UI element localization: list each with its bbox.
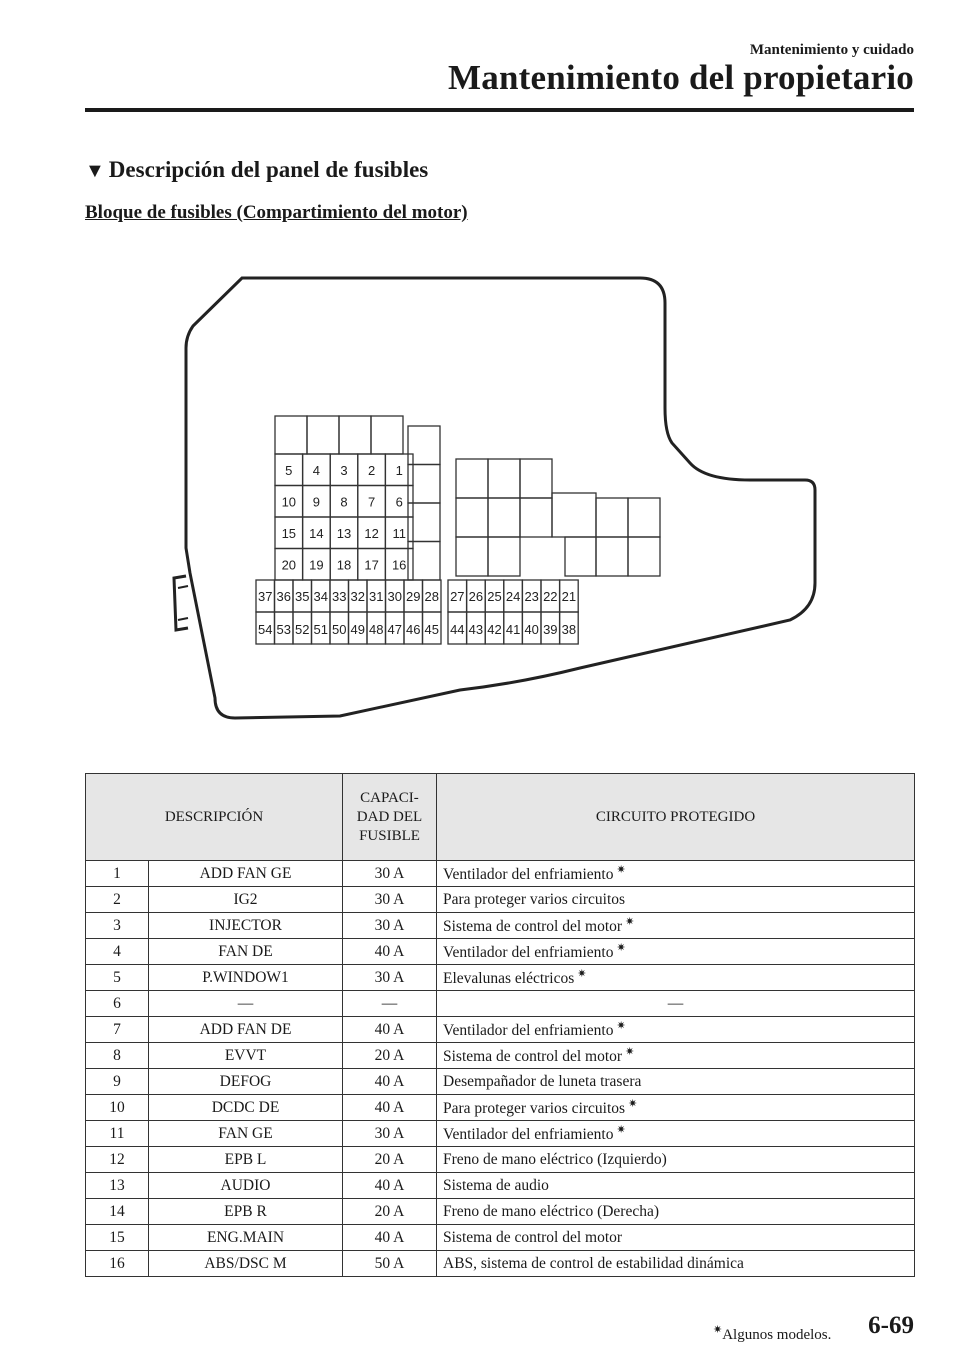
fuse-capacity: — — [343, 991, 437, 1017]
fuse-number-label: 54 — [258, 622, 273, 637]
fuse-number: 10 — [86, 1095, 149, 1121]
footnote — [710, 1323, 831, 1344]
fuse-number-label: 13 — [336, 525, 352, 541]
fuse-number-label: 40 — [524, 622, 539, 637]
table-row — [86, 991, 915, 1017]
table-row — [86, 1173, 915, 1199]
relay-slot — [456, 498, 488, 537]
fuse-description: — — [149, 991, 343, 1017]
fuse-number-label: 11 — [392, 525, 406, 541]
fuse-number-label: 25 — [487, 589, 502, 604]
asterisk-icon: ✷ — [713, 1324, 723, 1336]
fuse-number: 15 — [86, 1225, 149, 1251]
asterisk-icon: ✷ — [616, 1019, 626, 1032]
relay-slot — [520, 459, 552, 498]
relay-slot — [565, 537, 596, 576]
fuse-number-label: 48 — [369, 622, 384, 637]
fuse-number: 3 — [86, 913, 149, 939]
fuse-number-label: 19 — [309, 557, 324, 573]
fuse-capacity: 30 A — [343, 913, 437, 939]
asterisk-icon: ✷ — [625, 915, 635, 928]
fuse-number-label: 29 — [406, 589, 421, 604]
fuse-number-label: 32 — [350, 589, 365, 604]
connector-notch — [178, 586, 188, 620]
table-row — [86, 1251, 915, 1277]
fuse-number-label: 14 — [309, 525, 324, 541]
fuse-circuit: Para proteger varios circuitos — [437, 887, 915, 913]
fuse-number: 5 — [86, 965, 149, 991]
fuse-number-label: 33 — [332, 589, 347, 604]
fuse-number: 1 — [86, 861, 149, 887]
fuse-table-body — [86, 861, 915, 1277]
fuse-number-label: 27 — [450, 589, 465, 604]
fuse-number: 6 — [86, 991, 149, 1017]
fuse-number-label: 1 — [395, 462, 403, 478]
fuse-number-label: 36 — [276, 589, 291, 604]
relay-slot — [488, 498, 520, 537]
fuse-number-label: 35 — [295, 589, 310, 604]
fuse-description: DCDC DE — [149, 1095, 343, 1121]
fuse-circuit: Ventilador del enfriamiento ✷ — [437, 1121, 915, 1147]
fuse-number: 7 — [86, 1017, 149, 1043]
section-subtitle: Bloque de fusibles (Compartimiento del motor) — [85, 202, 468, 223]
fuse-circuit: Sistema de audio — [437, 1173, 915, 1199]
fuse-description: DEFOG — [149, 1069, 343, 1095]
fuse-number-label: 37 — [258, 589, 273, 604]
page-number: 6-69 — [868, 1312, 914, 1339]
fuse-description: EPB L — [149, 1147, 343, 1173]
fuse-number-label: 41 — [505, 622, 521, 637]
relay-slot — [339, 416, 371, 454]
fuse-capacity: 40 A — [343, 1017, 437, 1043]
table-row — [86, 965, 915, 991]
fuse-circuit: Sistema de control del motor ✷ — [437, 913, 915, 939]
table-row — [86, 1095, 915, 1121]
fuse-number-label: 3 — [340, 462, 348, 478]
fuse-number-label: 6 — [395, 494, 403, 510]
fuse-circuit: Ventilador del enfriamiento ✷ — [437, 1017, 915, 1043]
relay-slot — [596, 498, 628, 537]
fuse-table — [85, 773, 915, 1277]
fuse-number-label: 24 — [505, 589, 521, 604]
fuse-circuit: ABS, sistema de control de estabilidad dinámica — [437, 1251, 915, 1277]
header-chapter: Mantenimiento del propietario — [448, 58, 914, 97]
header-rule — [85, 108, 914, 112]
relay-slot — [552, 493, 596, 537]
fuse-circuit: Ventilador del enfriamiento ✷ — [437, 861, 915, 887]
fuse-number: 8 — [86, 1043, 149, 1069]
relay-slot — [628, 537, 660, 576]
fuse-capacity: 40 A — [343, 1173, 437, 1199]
fuse-circuit: — — [437, 991, 915, 1017]
fuse-circuit: Sistema de control del motor ✷ — [437, 1043, 915, 1069]
header-capacity: CAPACI- DAD DEL FUSIBLE — [343, 774, 437, 861]
fuse-number-label: 12 — [364, 525, 379, 541]
fuse-description: ABS/DSC M — [149, 1251, 343, 1277]
fuse-number-label: 51 — [313, 622, 328, 637]
fuse-capacity: 30 A — [343, 861, 437, 887]
fuse-capacity: 30 A — [343, 965, 437, 991]
fuse-description: P.WINDOW1 — [149, 965, 343, 991]
relay-slot — [275, 416, 307, 454]
table-row — [86, 913, 915, 939]
fuse-number: 9 — [86, 1069, 149, 1095]
fuse-capacity: 40 A — [343, 1225, 437, 1251]
header-description: DESCRIPCIÓN — [86, 774, 343, 861]
fuse-description: IG2 — [149, 887, 343, 913]
table-row — [86, 1199, 915, 1225]
asterisk-icon: ✷ — [616, 1123, 626, 1136]
fuse-description: ADD FAN GE — [149, 861, 343, 887]
fuse-number-label: 18 — [336, 557, 352, 573]
asterisk-icon: ✷ — [625, 1045, 635, 1058]
asterisk-icon: ✷ — [616, 863, 626, 876]
fuse-capacity: 20 A — [343, 1199, 437, 1225]
fuse-description: AUDIO — [149, 1173, 343, 1199]
header-circuit: CIRCUITO PROTEGIDO — [437, 774, 915, 861]
relay-slot — [307, 416, 339, 454]
relay-slot — [596, 537, 628, 576]
fuse-description: FAN DE — [149, 939, 343, 965]
section-title-text: Descripción del panel de fusibles — [108, 157, 429, 182]
fuse-number: 4 — [86, 939, 149, 965]
table-row — [86, 1017, 915, 1043]
fuse-number-label: 17 — [364, 557, 379, 573]
table-header-row — [86, 774, 915, 861]
fuse-number: 16 — [86, 1251, 149, 1277]
header-section: Mantenimiento y cuidado — [749, 42, 914, 58]
fuse-number-label: 28 — [424, 589, 439, 604]
fuse-capacity: 40 A — [343, 1095, 437, 1121]
asterisk-icon: ✷ — [628, 1097, 638, 1110]
fuse-number-label: 53 — [276, 622, 291, 637]
fuse-number: 11 — [86, 1121, 149, 1147]
relay-slot — [488, 537, 520, 576]
fuse-description: ADD FAN DE — [149, 1017, 343, 1043]
section-title — [85, 157, 428, 183]
fuse-number: 13 — [86, 1173, 149, 1199]
fuse-number-label: 30 — [387, 589, 402, 604]
fuse-capacity: 30 A — [343, 887, 437, 913]
table-row — [86, 1225, 915, 1251]
fuse-number-label: 42 — [487, 622, 502, 637]
fuse-description: INJECTOR — [149, 913, 343, 939]
fuse-number-label: 8 — [340, 494, 348, 510]
fuse-number-label: 46 — [406, 622, 421, 637]
fuse-number-label: 39 — [543, 622, 558, 637]
fuse-number-label: 2 — [367, 462, 376, 478]
relay-slot — [628, 498, 660, 537]
fuse-number: 12 — [86, 1147, 149, 1173]
fuse-circuit: Elevalunas eléctricos ✷ — [437, 965, 915, 991]
fuse-number: 2 — [86, 887, 149, 913]
fuse-capacity: 40 A — [343, 939, 437, 965]
fuse-number-label: 16 — [391, 557, 407, 573]
fuse-number-label: 20 — [281, 557, 297, 573]
fuse-number-label: 10 — [281, 494, 297, 510]
fuse-number-label: 22 — [543, 589, 558, 604]
fuse-number-label: 34 — [313, 589, 328, 604]
fuse-number-label: 52 — [295, 622, 310, 637]
fuse-number-label: 49 — [350, 622, 365, 637]
fuse-number-label: 31 — [369, 589, 384, 604]
relay-slot — [371, 416, 403, 454]
fuse-block-diagram — [160, 258, 840, 728]
fuse-circuit: Freno de mano eléctrico (Derecha) — [437, 1199, 915, 1225]
relay-slot — [520, 498, 552, 537]
asterisk-icon: ✷ — [616, 941, 626, 954]
table-row — [86, 1043, 915, 1069]
fuse-number-label: 4 — [312, 462, 321, 478]
fuse-circuit: Para proteger varios circuitos ✷ — [437, 1095, 915, 1121]
table-row — [86, 887, 915, 913]
table-row — [86, 1069, 915, 1095]
fuse-number-label: 38 — [561, 622, 577, 637]
fuse-number-label: 9 — [312, 494, 321, 510]
fuse-description: FAN GE — [149, 1121, 343, 1147]
fuse-number-label: 45 — [424, 622, 439, 637]
fuse-circuit: Desempañador de luneta trasera — [437, 1069, 915, 1095]
connector-tab — [174, 576, 188, 630]
table-row — [86, 1121, 915, 1147]
footnote-text: Algunos modelos. — [722, 1327, 832, 1343]
fuse-circuit: Ventilador del enfriamiento ✷ — [437, 939, 915, 965]
fuse-description: EPB R — [149, 1199, 343, 1225]
fuse-number-label: 47 — [387, 622, 402, 637]
fuse-number-label: 50 — [332, 622, 347, 637]
fuse-number-label: 15 — [281, 525, 297, 541]
triangle-marker-icon: ▼ — [85, 160, 105, 182]
fuse-number-label: 44 — [450, 622, 465, 637]
fuse-capacity: 20 A — [343, 1043, 437, 1069]
relay-slot — [456, 459, 488, 498]
table-row — [86, 1147, 915, 1173]
fuse-number-label: 23 — [524, 589, 539, 604]
fuse-capacity: 40 A — [343, 1069, 437, 1095]
table-row — [86, 939, 915, 965]
fuse-capacity: 30 A — [343, 1121, 437, 1147]
fuse-description: EVVT — [149, 1043, 343, 1069]
fuse-number-label: 7 — [367, 494, 376, 510]
fuse-capacity: 20 A — [343, 1147, 437, 1173]
table-row — [86, 861, 915, 887]
fuse-description: ENG.MAIN — [149, 1225, 343, 1251]
fuse-circuit: Sistema de control del motor — [437, 1225, 915, 1251]
fuse-number-label: 5 — [285, 462, 293, 478]
fuse-circuit: Freno de mano eléctrico (Izquierdo) — [437, 1147, 915, 1173]
asterisk-icon: ✷ — [577, 967, 587, 980]
fuse-number-label: 21 — [561, 589, 577, 604]
fuse-capacity: 50 A — [343, 1251, 437, 1277]
fuse-number-label: 43 — [468, 622, 484, 637]
fuse-number: 14 — [86, 1199, 149, 1225]
fuse-number-label: 26 — [468, 589, 484, 604]
relay-slot — [488, 459, 520, 498]
relay-slot — [456, 537, 488, 576]
